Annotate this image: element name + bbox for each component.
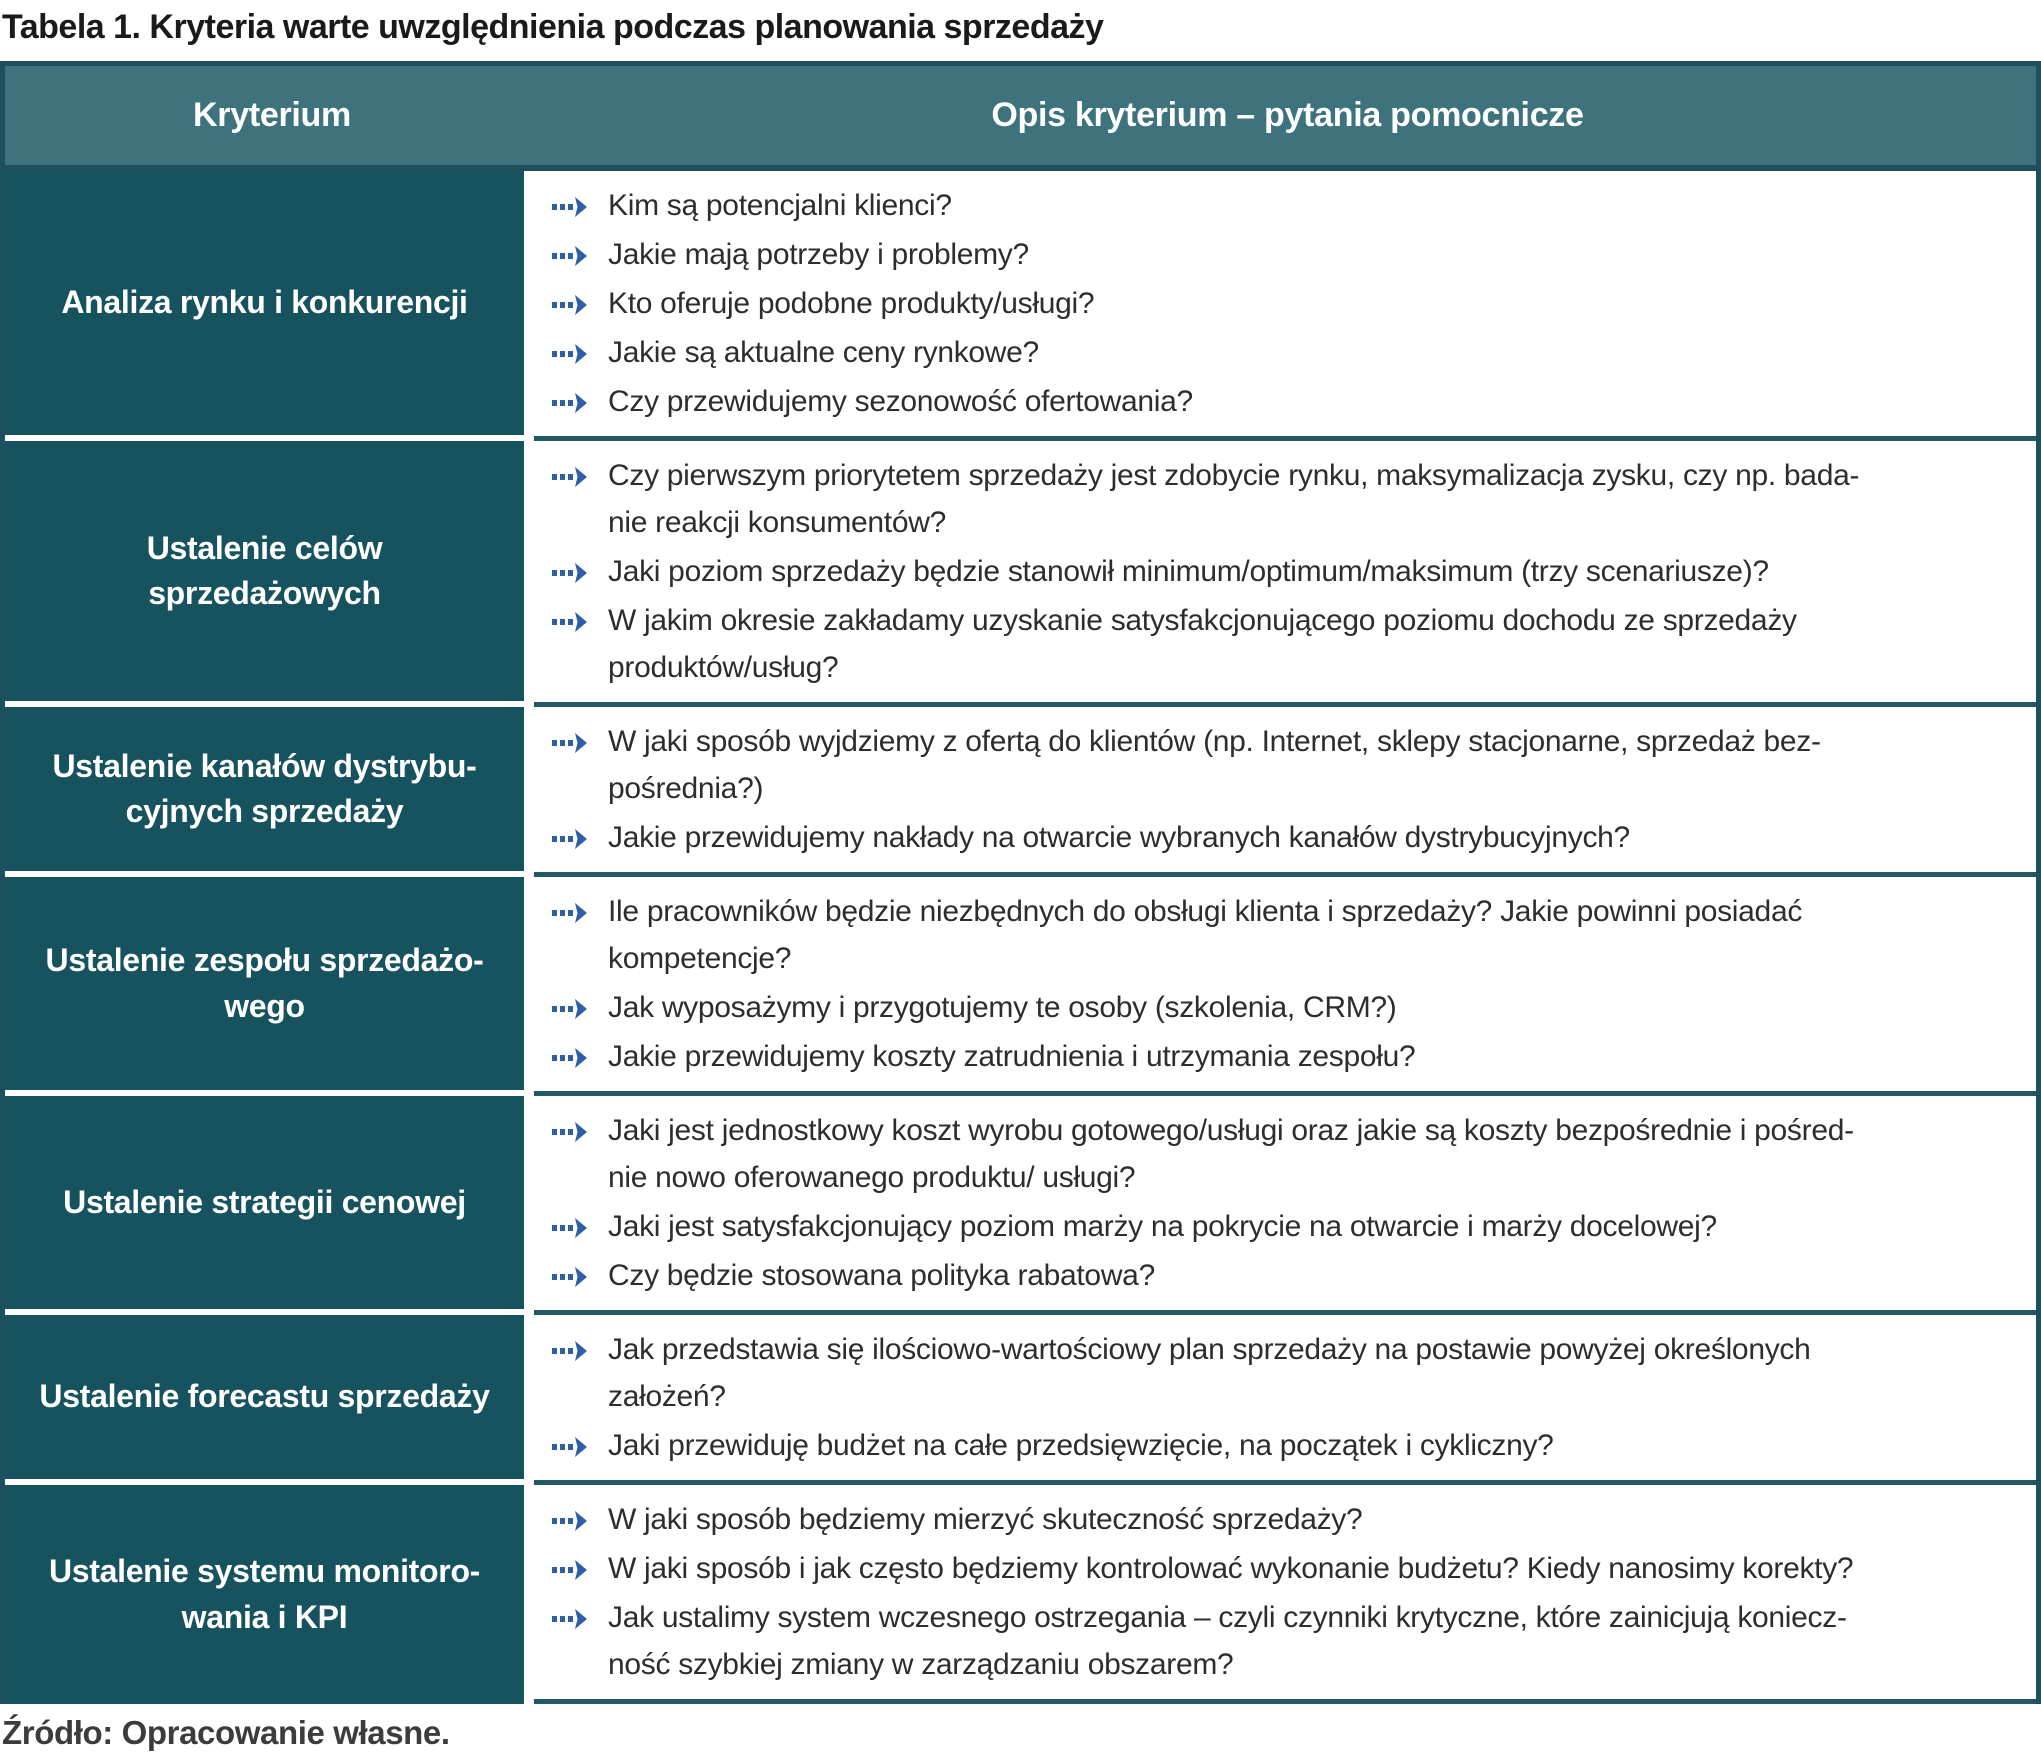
dashed-arrow-icon — [552, 1326, 590, 1363]
question-line: Jakie przewidujemy nakłady na otwarcie wybranych kanałów dystrybucyjnych? — [608, 821, 1630, 854]
question-line: ność szybkiej zmiany w zarządzaniu obszarem? — [608, 1648, 1234, 1681]
question-line: założeń? — [608, 1380, 726, 1413]
question-line: Jak ustalimy system wczesnego ostrzegania – czyli czynniki krytyczne, które zainicjują koniecz- — [608, 1601, 1847, 1634]
criterion-label-line: Ustalenie kanałów dystrybu- — [52, 747, 477, 784]
dashed-arrow-icon — [552, 1033, 590, 1070]
criterion-cell — [5, 441, 524, 707]
question-item — [552, 718, 2012, 812]
criterion-label-line: Ustalenie celów sprzedażowych — [146, 529, 383, 611]
dashed-arrow-icon — [552, 452, 590, 489]
dashed-arrow-icon — [552, 1545, 590, 1582]
dashed-arrow-icon — [552, 1107, 590, 1144]
criterion-cell — [5, 1485, 524, 1704]
question-item — [552, 452, 2012, 546]
table-header-row — [5, 66, 2036, 171]
dashed-arrow-icon — [552, 182, 590, 219]
dashed-arrow-icon — [552, 888, 590, 925]
dashed-arrow-icon — [552, 548, 590, 585]
table-title: Tabela 1. Kryteria warte uwzględnienia podczas planowania sprzedaży — [2, 8, 1104, 46]
question-line: Jakie są aktualne ceny rynkowe? — [608, 336, 1039, 369]
question-text — [608, 378, 1193, 425]
question-text — [608, 984, 1396, 1031]
dashed-arrow-icon — [552, 329, 590, 366]
question-line: nie nowo oferowanego produktu/ usługi? — [608, 1161, 1136, 1194]
criterion-label-line: cyjnych sprzedaży — [125, 793, 404, 829]
question-line: Kim są potencjalni klienci? — [608, 189, 952, 222]
question-line: Jaki poziom sprzedaży będzie stanowił minimum/optimum/maksimum (trzy scenariusze)? — [608, 555, 1769, 588]
dashed-arrow-icon — [552, 231, 590, 268]
criterion-label-line: wego — [224, 987, 305, 1024]
dashed-arrow-icon — [552, 814, 590, 851]
question-item — [552, 1033, 2012, 1080]
criterion-cell — [5, 707, 524, 877]
table-row — [5, 1096, 2036, 1315]
question-text — [608, 1252, 1155, 1299]
question-line: W jaki sposób i jak często będziemy kontrolować wykonanie budżetu? Kiedy nanosimy korekty? — [608, 1552, 1854, 1585]
criterion-cell — [5, 1315, 524, 1485]
question-text — [608, 888, 1802, 982]
criterion-label-line: Ustalenie systemu monitoro- — [48, 1553, 481, 1590]
criterion-cell — [5, 171, 524, 441]
question-item — [552, 548, 2012, 595]
dashed-arrow-icon — [552, 1422, 590, 1459]
question-text — [608, 182, 952, 229]
question-item — [552, 1545, 2012, 1592]
question-text — [608, 280, 1094, 327]
question-line: Jakie mają potrzeby i problemy? — [608, 238, 1029, 271]
dashed-arrow-icon — [552, 984, 590, 1021]
question-item — [552, 1252, 2012, 1299]
question-text — [608, 718, 1821, 812]
questions-cell — [534, 171, 2036, 441]
table-row — [5, 707, 2036, 877]
question-item — [552, 984, 2012, 1031]
question-item — [552, 378, 2012, 425]
dashed-arrow-icon — [552, 1203, 590, 1240]
column-divider — [524, 707, 534, 877]
column-header-kryterium: Kryterium — [193, 96, 351, 134]
column-divider — [524, 877, 534, 1096]
column-divider — [524, 1485, 534, 1704]
question-line: Jak wyposażymy i przygotujemy te osoby (szkolenia, CRM?) — [608, 991, 1397, 1024]
question-text — [608, 1496, 1362, 1543]
question-line: W jaki sposób wyjdziemy z ofertą do klientów (np. Internet, sklepy stacjonarne, sprzedaż bez- — [608, 725, 1821, 758]
question-item — [552, 597, 2012, 691]
question-item — [552, 1326, 2012, 1420]
questions-cell — [534, 1096, 2036, 1315]
question-line: produktów/usług? — [608, 651, 839, 684]
questions-cell — [534, 1315, 2036, 1485]
question-text — [608, 1594, 1847, 1688]
question-item — [552, 182, 2012, 229]
column-divider — [524, 1096, 534, 1315]
question-text — [608, 231, 1029, 278]
question-text — [608, 1203, 1717, 1250]
column-divider — [524, 171, 534, 441]
question-text — [608, 1326, 1811, 1420]
question-line: Czy przewidujemy sezonowość ofertowania? — [608, 385, 1193, 418]
dashed-arrow-icon — [552, 1252, 590, 1289]
questions-cell — [534, 707, 2036, 877]
column-header-opis: Opis kryterium – pytania pomocnicze — [991, 96, 1584, 134]
column-divider — [524, 1315, 534, 1485]
question-text — [608, 814, 1630, 861]
dashed-arrow-icon — [552, 718, 590, 755]
dashed-arrow-icon — [552, 378, 590, 415]
questions-cell — [534, 441, 2036, 707]
question-item — [552, 888, 2012, 982]
criterion-label-line: Ustalenie strategii cenowej — [63, 1183, 466, 1220]
table-row — [5, 877, 2036, 1096]
criterion-label-line: Ustalenie forecastu sprzedaży — [39, 1378, 490, 1415]
question-line: Jakie przewidujemy koszty zatrudnienia i utrzymania zespołu? — [608, 1040, 1416, 1073]
questions-cell — [534, 877, 2036, 1096]
question-item — [552, 280, 2012, 327]
question-text — [608, 452, 1859, 546]
question-line: Czy będzie stosowana polityka rabatowa? — [608, 1259, 1155, 1292]
question-line: Jak przedstawia się ilościowo-wartościowy plan sprzedaży na postawie powyżej określonych — [608, 1333, 1811, 1366]
criterion-label-line: Analiza rynku i konkurencji — [61, 284, 468, 321]
question-text — [608, 1033, 1415, 1080]
question-item — [552, 1203, 2012, 1250]
question-item — [552, 1496, 2012, 1543]
question-item — [552, 329, 2012, 376]
criterion-cell — [5, 877, 524, 1096]
question-text — [608, 1107, 1854, 1201]
table-row — [5, 171, 2036, 441]
question-line: W jaki sposób będziemy mierzyć skuteczność sprzedaży? — [608, 1503, 1363, 1536]
question-item — [552, 1594, 2012, 1688]
question-text — [608, 548, 1769, 595]
question-item — [552, 1422, 2012, 1469]
table-row — [5, 1485, 2036, 1704]
table-row — [5, 1315, 2036, 1485]
question-line: pośrednia?) — [608, 772, 764, 805]
question-text — [608, 1545, 1853, 1592]
question-text — [608, 1422, 1554, 1469]
question-item — [552, 1107, 2012, 1201]
question-line: Kto oferuje podobne produkty/usługi? — [608, 287, 1095, 320]
question-line: Czy pierwszym priorytetem sprzedaży jest zdobycie rynku, maksymalizacja zysku, czy np. bada- — [608, 459, 1860, 492]
dashed-arrow-icon — [552, 280, 590, 317]
question-line: Jaki przewiduję budżet na całe przedsięwzięcie, na początek i cykliczny? — [608, 1429, 1554, 1462]
question-line: Ile pracowników będzie niezbędnych do obsługi klienta i sprzedaży? Jakie powinni posiadać — [608, 895, 1803, 928]
table-body — [5, 171, 2036, 1704]
dashed-arrow-icon — [552, 1594, 590, 1631]
criterion-label-line: Ustalenie zespołu sprzedażo- — [45, 942, 484, 979]
dashed-arrow-icon — [552, 1496, 590, 1533]
question-line: W jakim okresie zakładamy uzyskanie satysfakcjonującego poziomu dochodu ze sprzedaży — [608, 604, 1797, 637]
question-text — [608, 597, 1797, 691]
question-text — [608, 329, 1039, 376]
question-line: kompetencje? — [608, 942, 792, 975]
criterion-label-line: wania i KPI — [181, 1598, 348, 1635]
question-line: nie reakcji konsumentów? — [608, 506, 946, 539]
dashed-arrow-icon — [552, 597, 590, 634]
source-note: Źródło: Opracowanie własne. — [2, 1714, 450, 1751]
question-line: Jaki jest satysfakcjonujący poziom marży na pokrycie na otwarcie i marży docelowej? — [608, 1210, 1717, 1243]
question-line: Jaki jest jednostkowy koszt wyrobu gotowego/usługi oraz jakie są koszty bezpośrednie i pośred- — [608, 1114, 1854, 1147]
criteria-table — [0, 61, 2041, 1704]
table-row — [5, 441, 2036, 707]
questions-cell — [534, 1485, 2036, 1704]
question-item — [552, 231, 2012, 278]
criterion-cell — [5, 1096, 524, 1315]
column-divider — [524, 441, 534, 707]
question-item — [552, 814, 2012, 861]
